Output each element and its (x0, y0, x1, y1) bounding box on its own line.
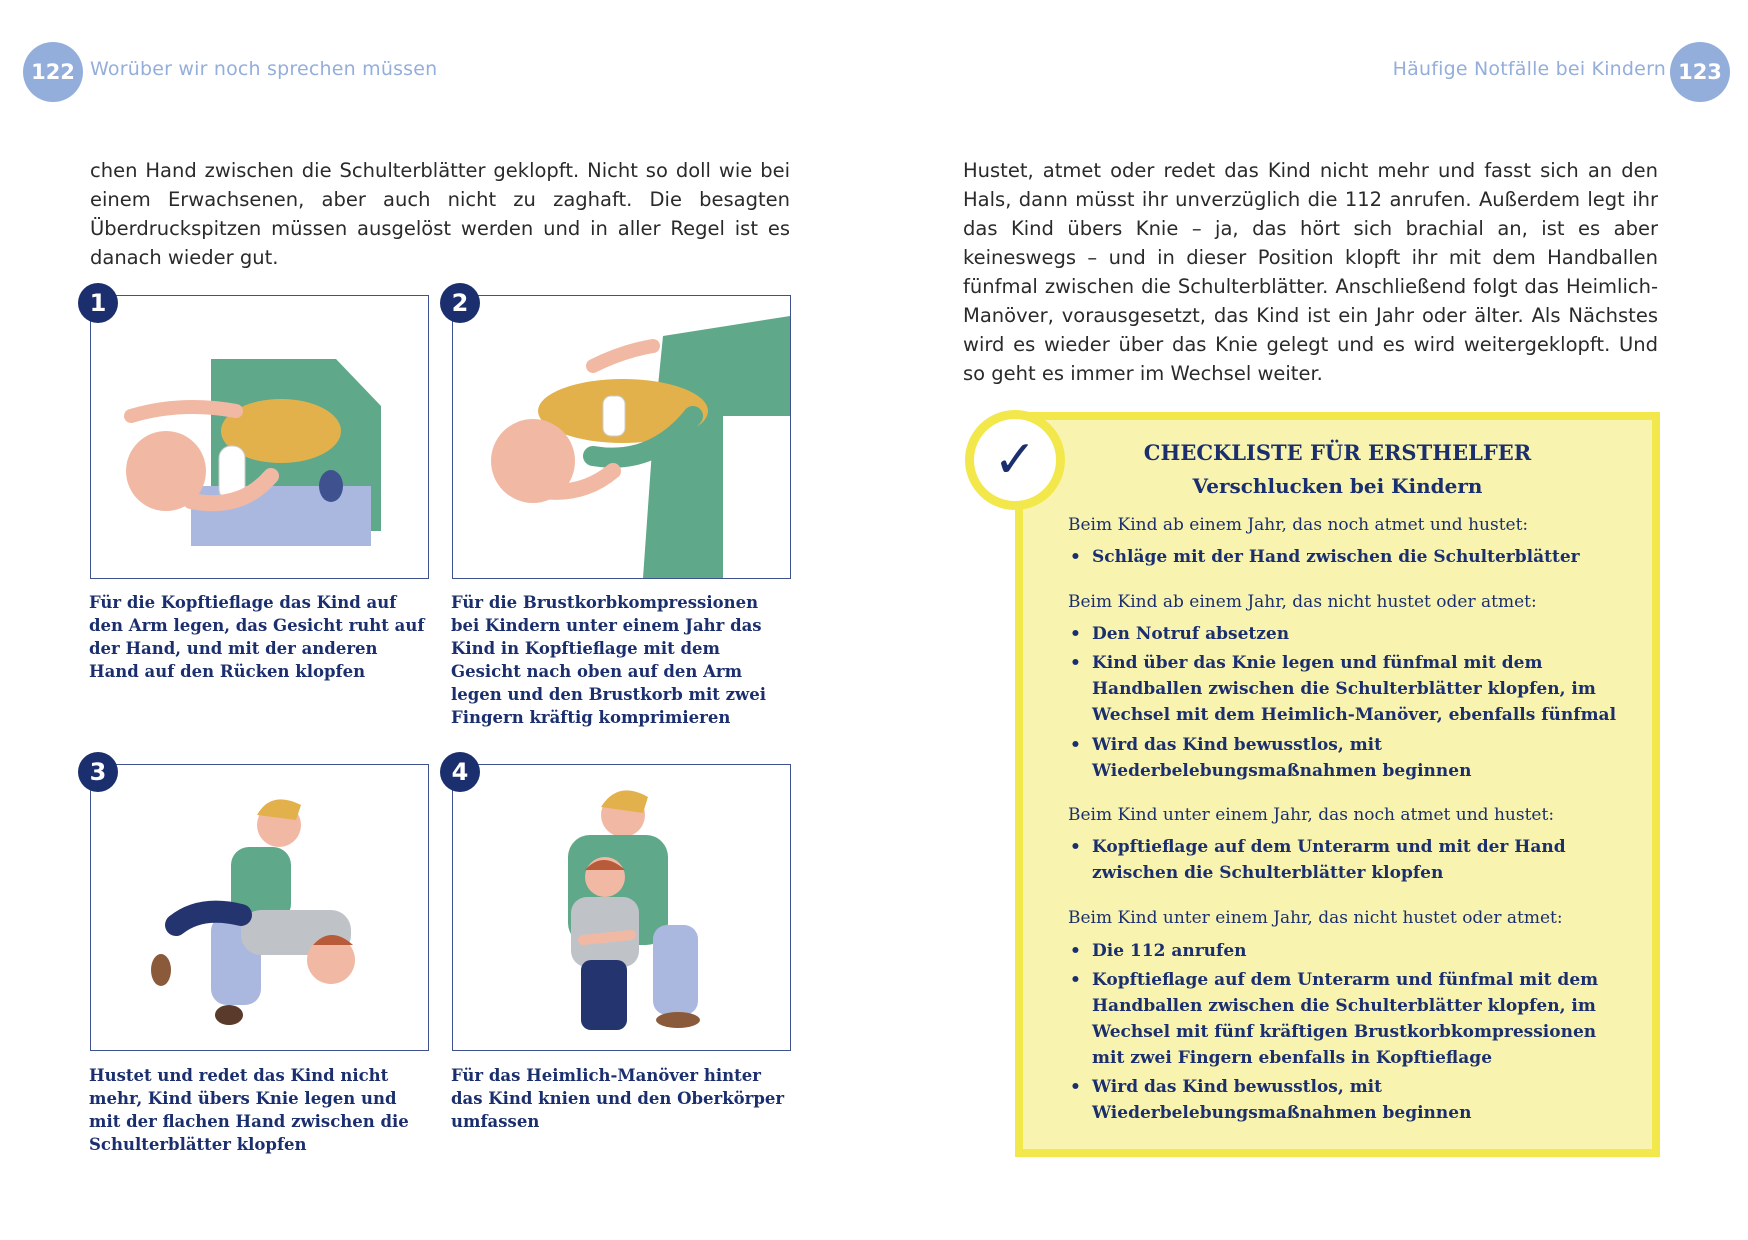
intro-paragraph: chen Hand zwischen die Schulterblätter geklopft. Nicht so doll wie bei einem Erwachsenen, aber auch nicht zu zaghaft. Die besagten Überdruckspitzen müssen ausgelöst werden und in aller Regel ist es danach wieder gut. (90, 159, 790, 269)
checklist-section-heading: Beim Kind ab einem Jahr, das nicht hustet oder atmet: (1068, 592, 1537, 612)
figure-3-illustration (90, 764, 429, 1051)
checklist-item: • Kopftieflage auf dem Unterarm und fünfmal mit dem Handballen zwischen die Schulterblätter klopfen, im Wechsel mit fünf kräftigen Brustkorbkompressionen mit zwei Fingern ebenfalls in Kopftieflage (1068, 967, 1628, 1071)
figure-2-illustration (452, 295, 791, 579)
figure-2-caption: Für die Brustkorbkompressionen bei Kindern unter einem Jahr das Kind in Kopftieflage mit dem Gesicht nach oben auf den Arm legen und den Brustkorb mit zwei Fingern kräftig komprimieren (451, 593, 766, 727)
checklist-item: • Schläge mit der Hand zwischen die Schulterblätter (1068, 544, 1628, 570)
figure-1-number: 1 (78, 283, 118, 323)
checklist-section-heading: Beim Kind unter einem Jahr, das noch atmet und hustet: (1068, 805, 1555, 825)
checklist-item: • Den Notruf absetzen (1068, 621, 1628, 647)
bullet-icon: • (1070, 735, 1081, 755)
checklist-item: • Wird das Kind bewusstlos, mit Wiederbelebungsmaßnahmen beginnen (1068, 1074, 1628, 1126)
bullet-icon: • (1070, 547, 1081, 567)
checklist-section-heading: Beim Kind ab einem Jahr, das noch atmet und hustet: (1068, 515, 1529, 535)
running-head-left: Worüber wir noch sprechen müssen (90, 58, 438, 80)
bullet-icon: • (1070, 941, 1081, 961)
figure-2-number: 2 (440, 283, 480, 323)
checklist-subtitle: Verschlucken bei Kindern (1192, 474, 1483, 498)
bullet-icon: • (1070, 653, 1081, 673)
checklist-title: CHECKLISTE FÜR ERSTHELFER (1143, 440, 1532, 465)
check-mark-icon: ✓ (965, 410, 1065, 510)
figure-3-caption: Hustet und redet das Kind nicht mehr, Kind übers Knie legen und mit der flachen Hand zwischen die Schulterblätter klopfen (89, 1066, 409, 1154)
page-number-right: 123 (1670, 42, 1730, 102)
running-head-right: Häufige Notfälle bei Kindern (1392, 58, 1666, 80)
checklist-item: • Wird das Kind bewusstlos, mit Wiederbelebungsmaßnahmen beginnen (1068, 732, 1628, 784)
figure-1-illustration (90, 295, 429, 579)
bullet-icon: • (1070, 1077, 1081, 1097)
bullet-icon: • (1070, 837, 1081, 857)
page-number-left: 122 (23, 42, 83, 102)
checklist-item: • Kopftieflage auf dem Unterarm und mit der Hand zwischen die Schulterblätter klopfen (1068, 834, 1628, 886)
body-paragraph: Hustet, atmet oder redet das Kind nicht mehr und fasst sich an den Hals, dann müsst ihr unverzüglich die 112 anrufen. Außerdem legt ihr das Kind übers Knie – ja, das hört sich brachial an, ist es aber keineswegs – und in dieser Position klopft ihr mit dem Handballen fünfmal zwischen die Schulterblätter. Anschließend folgt das Heimlich-Manöver, vorausgesetzt, das Kind ist ein Jahr oder älter. Als Nächstes wird es wieder über das Knie gelegt und es wird weitergeklopft. Und so geht es immer im Wechsel weiter. (963, 159, 1658, 385)
checklist-item: • Die 112 anrufen (1068, 938, 1628, 964)
figure-4-illustration (452, 764, 791, 1051)
bullet-icon: • (1070, 970, 1081, 990)
checklist-section-heading: Beim Kind unter einem Jahr, das nicht hustet oder atmet: (1068, 908, 1563, 928)
figure-3-number: 3 (78, 752, 118, 792)
figure-4-number: 4 (440, 752, 480, 792)
figure-4-caption: Für das Heimlich-Manöver hinter das Kind knien und den Oberkörper umfassen (451, 1066, 785, 1131)
bullet-icon: • (1070, 624, 1081, 644)
figure-1-caption: Für die Kopftieflage das Kind auf den Arm legen, das Gesicht ruht auf der Hand, und mit der anderen Hand auf den Rücken klopfen (89, 593, 425, 681)
checklist-item: • Kind über das Knie legen und fünfmal mit dem Handballen zwischen die Schulterblätter klopfen, im Wechsel mit dem Heimlich-Manöver, ebenfalls fünfmal (1068, 650, 1628, 728)
